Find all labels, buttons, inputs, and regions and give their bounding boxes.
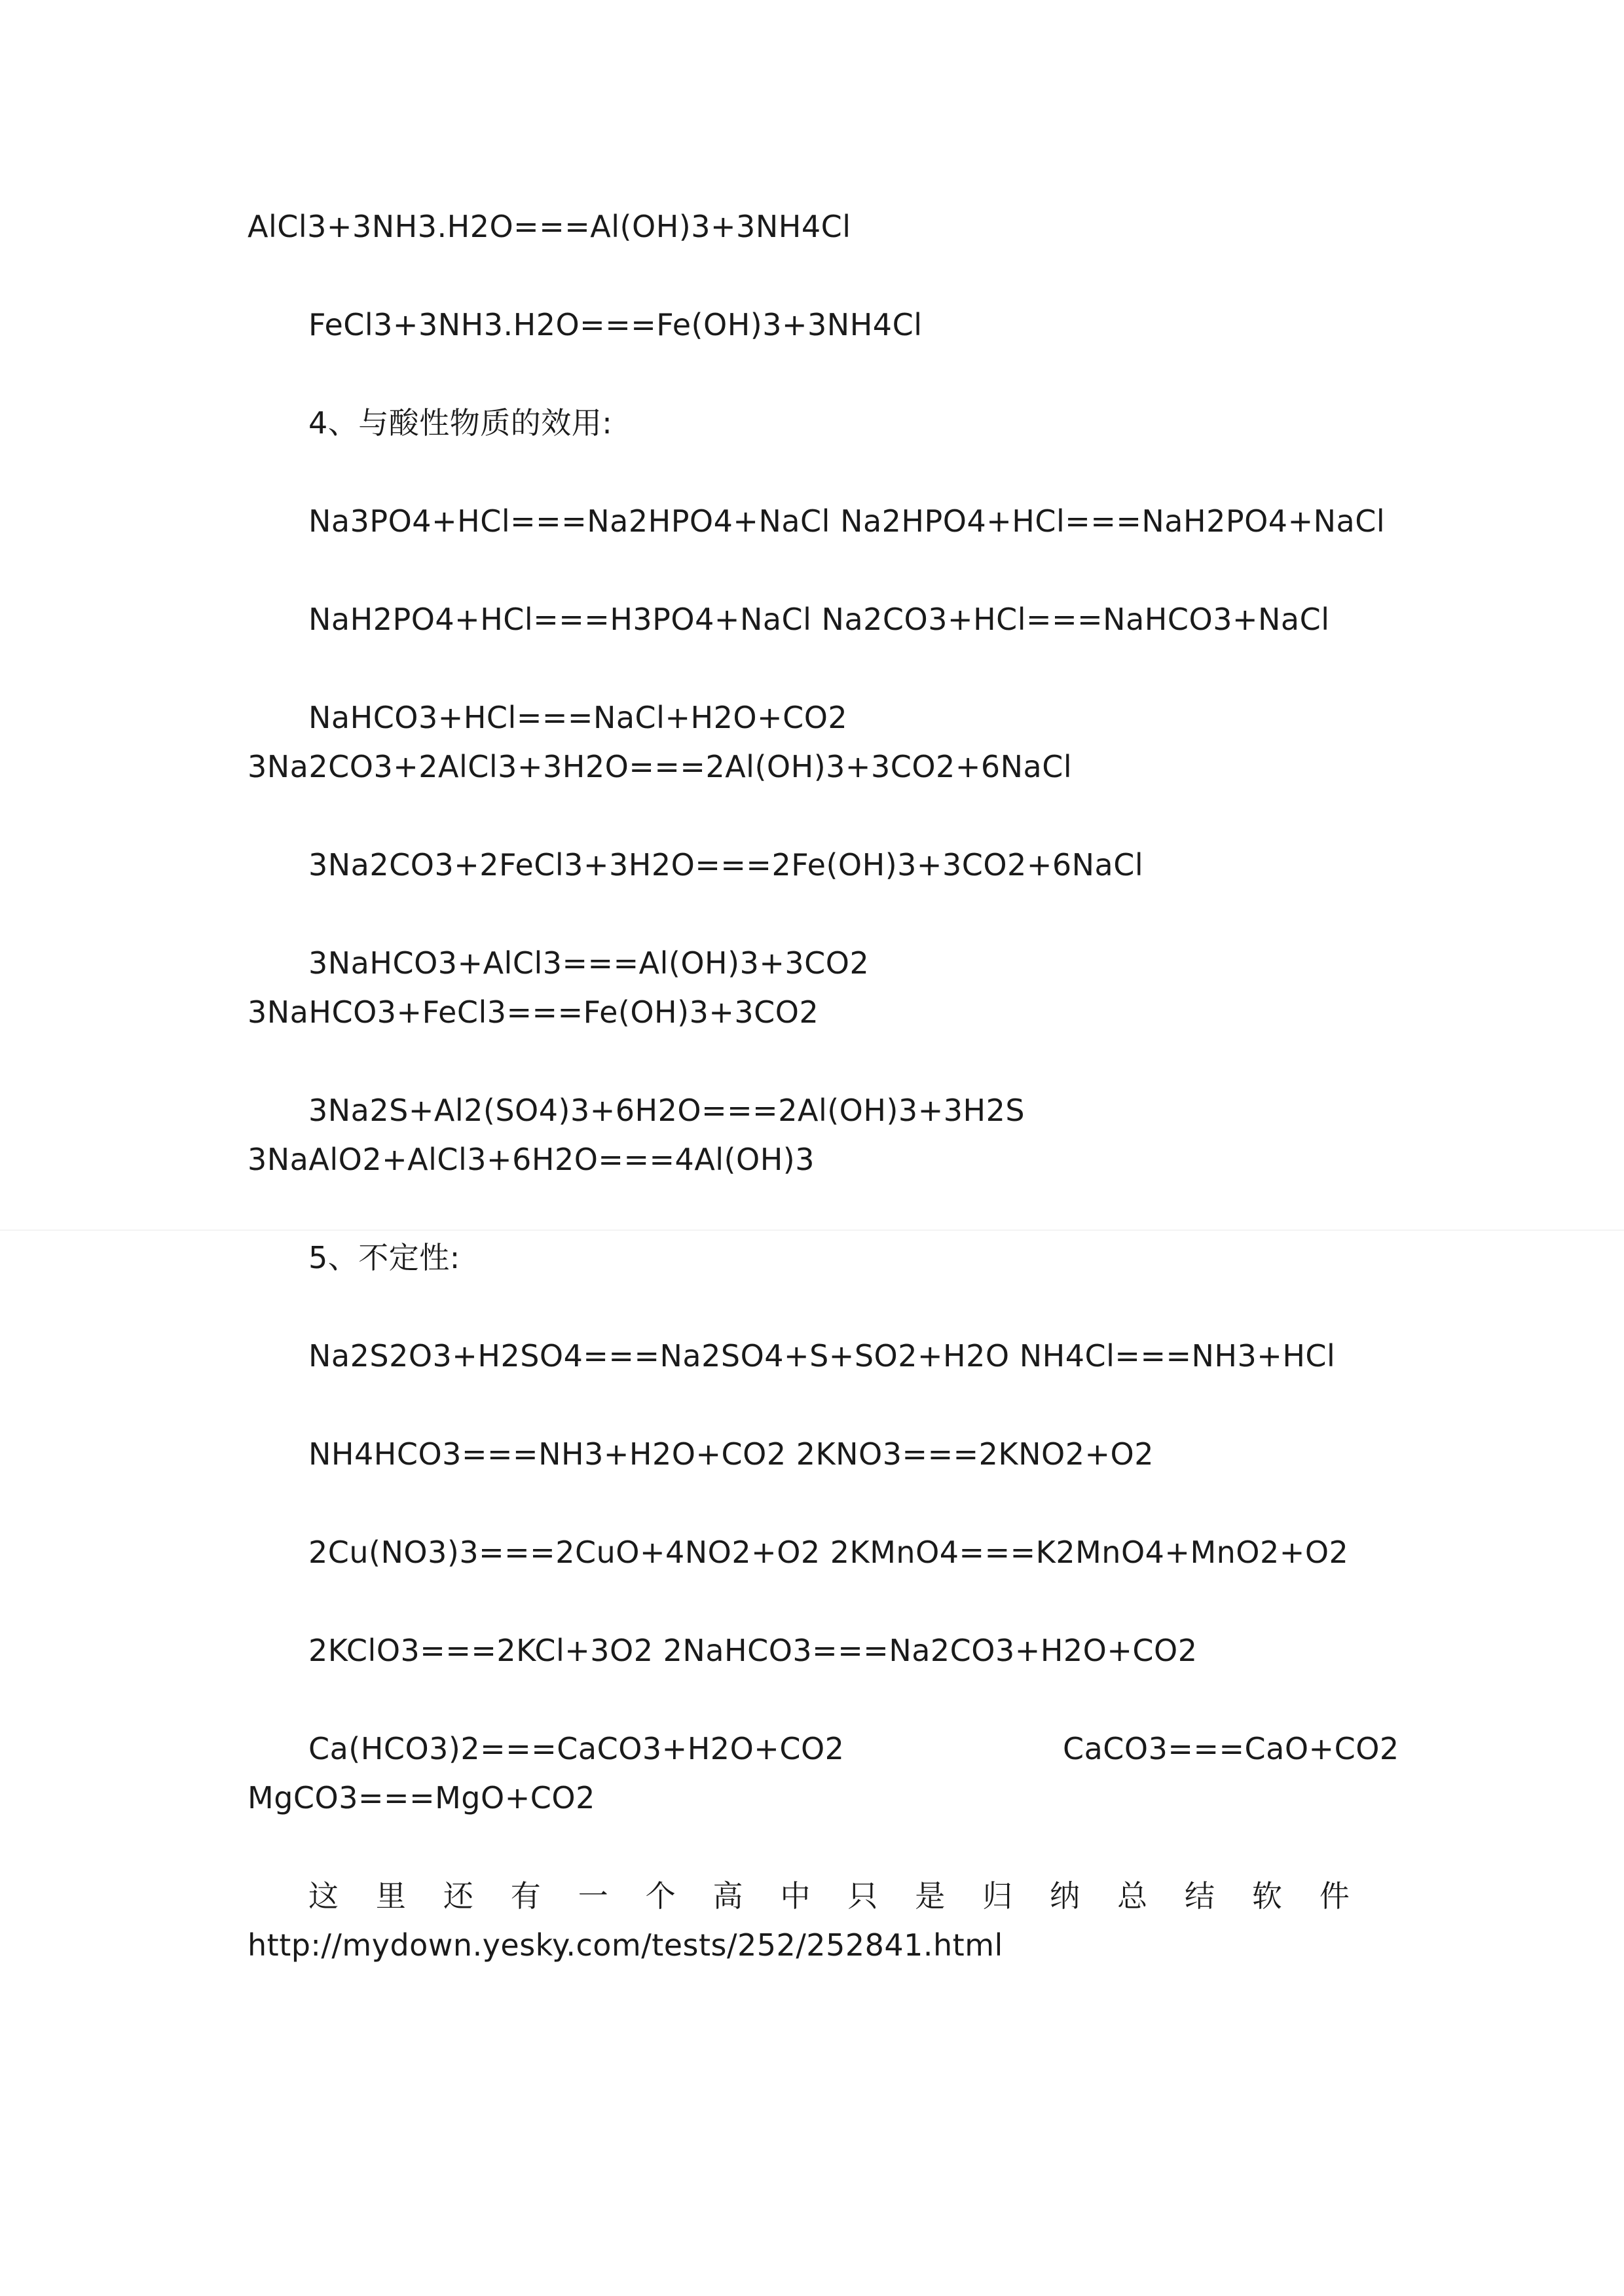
equation-nahco3-fecl3: 3NaHCO3+FeCl3===Fe(OH)3+3CO2 bbox=[248, 994, 819, 1030]
equation-naalo2-alcl3: 3NaAlO2+AlCl3+6H2O===4Al(OH)3 bbox=[248, 1142, 815, 1177]
equation-caco3: CaCO3===CaO+CO2 bbox=[1063, 1731, 1399, 1766]
equation-na2co3-alcl3: 3Na2CO3+2AlCl3+3H2O===2Al(OH)3+3CO2+6NaCl bbox=[248, 749, 1073, 784]
equation-fecl3-ammonia: FeCl3+3NH3.H2O===Fe(OH)3+3NH4Cl bbox=[308, 307, 923, 342]
section-heading-4: 4、与酸性物质的效用: bbox=[308, 405, 613, 441]
note-char: 是 bbox=[915, 1878, 946, 1914]
page-divider bbox=[0, 1230, 1624, 1231]
equation-kclo3-nahco3: 2KClO3===2KCl+3O2 2NaHCO3===Na2CO3+H2O+CO2 bbox=[308, 1633, 1198, 1668]
equation-cuno3-kmno4: 2Cu(NO3)3===2CuO+4NO2+O2 2KMnO4===K2MnO4+MnO2+O2 bbox=[308, 1535, 1349, 1570]
note-char: 高 bbox=[712, 1878, 743, 1914]
equation-alcl3-ammonia: AlCl3+3NH3.H2O===Al(OH)3+3NH4Cl bbox=[248, 209, 851, 244]
note-char: 个 bbox=[645, 1878, 676, 1914]
note-char: 这 bbox=[308, 1878, 339, 1914]
note-char: 中 bbox=[780, 1878, 811, 1914]
section-heading-5: 5、不定性: bbox=[308, 1240, 460, 1275]
equation-mgco3: MgCO3===MgO+CO2 bbox=[248, 1780, 595, 1815]
note-char: 总 bbox=[1117, 1878, 1148, 1914]
note-char: 归 bbox=[982, 1878, 1013, 1914]
equation-nahco3-hcl: NaHCO3+HCl===NaCl+H2O+CO2 bbox=[308, 700, 848, 735]
note-char: 纳 bbox=[1050, 1878, 1080, 1914]
note-char: 里 bbox=[375, 1878, 406, 1914]
equation-na3po4-hcl: Na3PO4+HCl===Na2HPO4+NaCl Na2HPO4+HCl===NaH2PO4+NaCl bbox=[308, 503, 1386, 539]
note-char: 一 bbox=[578, 1878, 608, 1914]
note-char: 只 bbox=[847, 1878, 878, 1914]
software-download-link[interactable]: http://mydown.yesky.com/tests/252/252841.html bbox=[248, 1927, 1003, 1963]
summary-software-note bbox=[308, 1871, 1350, 1921]
note-char: 件 bbox=[1319, 1878, 1350, 1914]
equation-na2co3-fecl3: 3Na2CO3+2FeCl3+3H2O===2Fe(OH)3+3CO2+6NaCl bbox=[308, 847, 1144, 883]
equation-nah2po4-hcl: NaH2PO4+HCl===H3PO4+NaCl Na2CO3+HCl===NaHCO3+NaCl bbox=[308, 602, 1330, 637]
note-char: 还 bbox=[443, 1878, 473, 1914]
equation-na2s-al2so43: 3Na2S+Al2(SO4)3+6H2O===2Al(OH)3+3H2S bbox=[308, 1093, 1025, 1128]
equation-nahco3-alcl3: 3NaHCO3+AlCl3===Al(OH)3+3CO2 bbox=[308, 945, 870, 981]
note-char: 有 bbox=[510, 1878, 541, 1914]
note-char: 结 bbox=[1184, 1878, 1215, 1914]
note-char: 软 bbox=[1251, 1878, 1282, 1914]
equation-cahco32: Ca(HCO3)2===CaCO3+H2O+CO2 bbox=[308, 1731, 845, 1766]
equation-nh4hco3-kno3: NH4HCO3===NH3+H2O+CO2 2KNO3===2KNO2+O2 bbox=[308, 1436, 1154, 1472]
equation-na2s2o3-h2so4: Na2S2O3+H2SO4===Na2SO4+S+SO2+H2O NH4Cl===NH3+HCl bbox=[308, 1338, 1336, 1374]
